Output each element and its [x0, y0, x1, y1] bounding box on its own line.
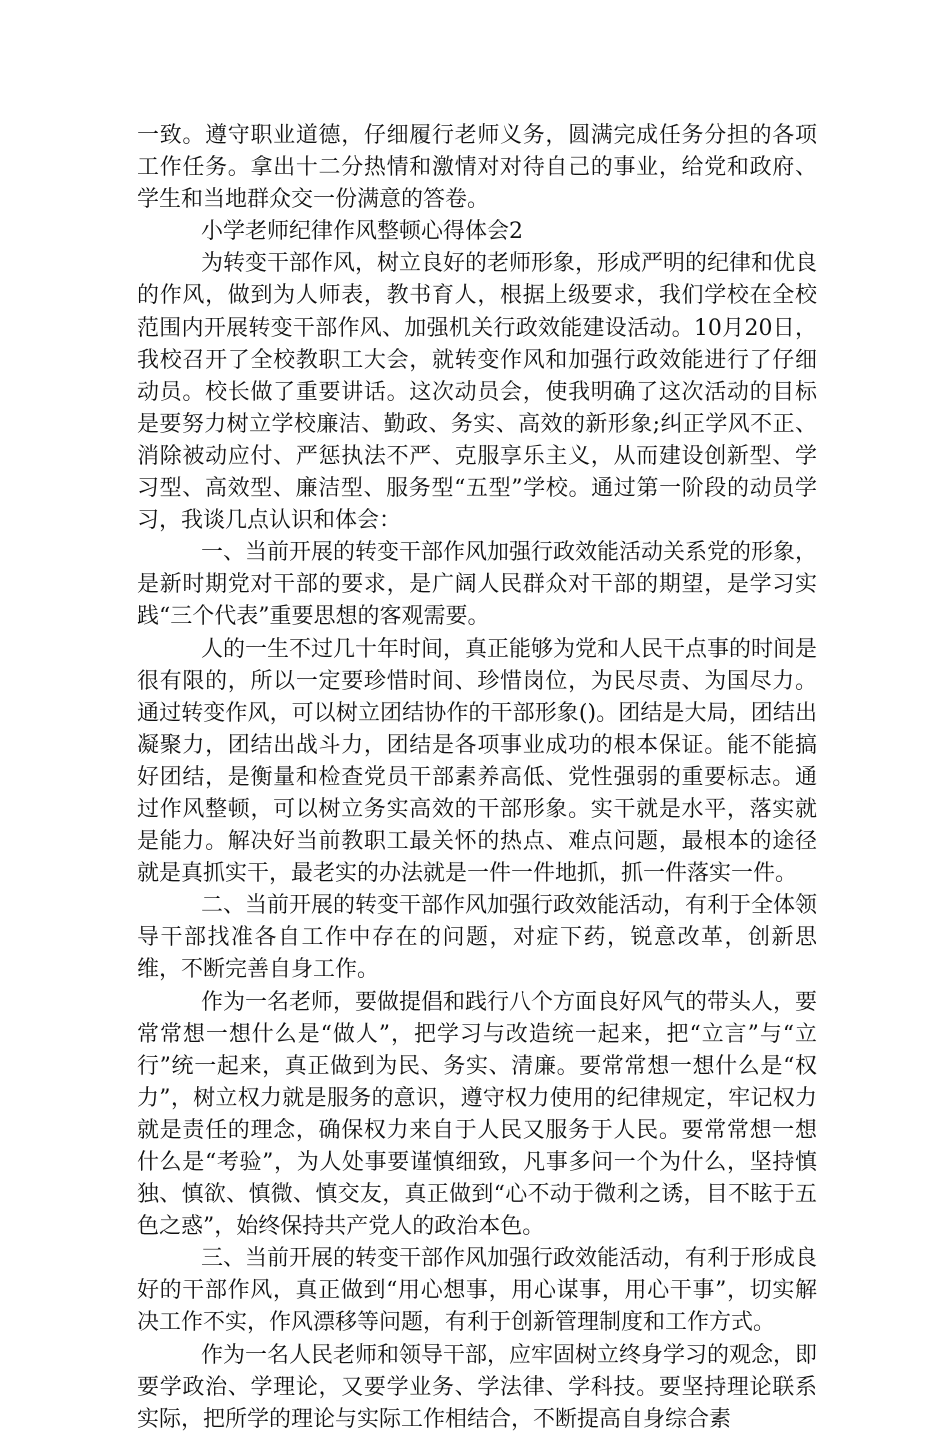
paragraph-2: 为转变干部作风，树立良好的老师形象，形成严明的纪律和优良的作风，做到为人师表，教书育人，根据上级要求，我们学校在全校范围内开展转变干部作风、加强机关行政效能建设活动。10月20日，我校召开了全校教职工大会，就转变作风和加强行政效能进行了仔细动员。校长做了重要讲话。这次动员会，使我明确了这次活动的目标是要努力树立学校廉洁、勤政、务实、高效的新形象;纠正学风不正、消除被动应付、严惩执法不严、克服享乐主义，从而建设创新型、学习型、高效型、廉洁型、服务型“五型”学校。通过第一阶段的动员学习，我谈几点认识和体会：: [137, 251, 818, 534]
section-heading: 小学老师纪律作风整顿心得体会2: [201, 219, 523, 245]
paragraph-4: 人的一生不过几十年时间，真正能够为党和人民干点事的时间是很有限的，所以一定要珍惜时间、珍惜岗位，为民尽责、为国尽力。通过转变作风，可以树立团结协作的干部形象()。团结是大局，团结出凝聚力，团结出战斗力，团结是各项事业成功的根本保证。能不能搞好团结，是衡量和检查党员干部素养高低、党性强弱的重要标志。通过作风整顿，可以树立务实高效的干部形象。实干就是水平，落实就是能力。解决好当前教职工最关怀的热点、难点问题，最根本的途径就是真抓实干，最老实的办法就是一件一件地抓，抓一件落实一件。: [137, 636, 818, 887]
document-body: [137, 120, 817, 1436]
paragraph-5: 二、当前开展的转变干部作风加强行政效能活动，有利于全体领导干部找准各自工作中存在的问题，对症下药，锐意改革，创新思维，不断完善自身工作。: [137, 893, 818, 983]
paragraph-3: 一、当前开展的转变干部作风加强行政效能活动关系党的形象，是新时期党对干部的要求，是广阔人民群众对干部的期望，是学习实践“三个代表”重要思想的客观需要。: [137, 540, 818, 630]
paragraph-6: 作为一名老师，要做提倡和践行八个方面良好风气的带头人，要常常想一想什么是“做人”，把学习与改造统一起来，把“立言”与“立行”统一起来，真正做到为民、务实、清廉。要常常想一想什么是“权力”，树立权力就是服务的意识，遵守权力使用的纪律规定，牢记权力就是责任的理念，确保权力来自于人民又服务于人民。要常常想一想什么是“考验”，为人处事要谨慎细致，凡事多问一个为什么，坚持慎独、慎欲、慎微、慎交友，真正做到“心不动于微利之诱，目不眩于五色之惑”，始终保持共产党人的政治本色。: [137, 989, 818, 1240]
paragraph-7: 三、当前开展的转变干部作风加强行政效能活动，有利于形成良好的干部作风，真正做到“用心想事，用心谋事，用心干事”，切实解决工作不实，作风漂移等问题，有利于创新管理制度和工作方式。: [137, 1246, 818, 1336]
paragraph-1: 一致。遵守职业道德，仔细履行老师义务，圆满完成任务分担的各项工作任务。拿出十二分热情和激情对对待自己的事业，给党和政府、学生和当地群众交一份满意的答卷。: [137, 123, 817, 213]
paragraph-8: 作为一名人民老师和领导干部，应牢固树立终身学习的观念，即要学政治、学理论，又要学业务、学法律、学科技。要坚持理论联系实际，把所学的理论与实际工作相结合，不断提高自身综合素: [137, 1342, 818, 1432]
